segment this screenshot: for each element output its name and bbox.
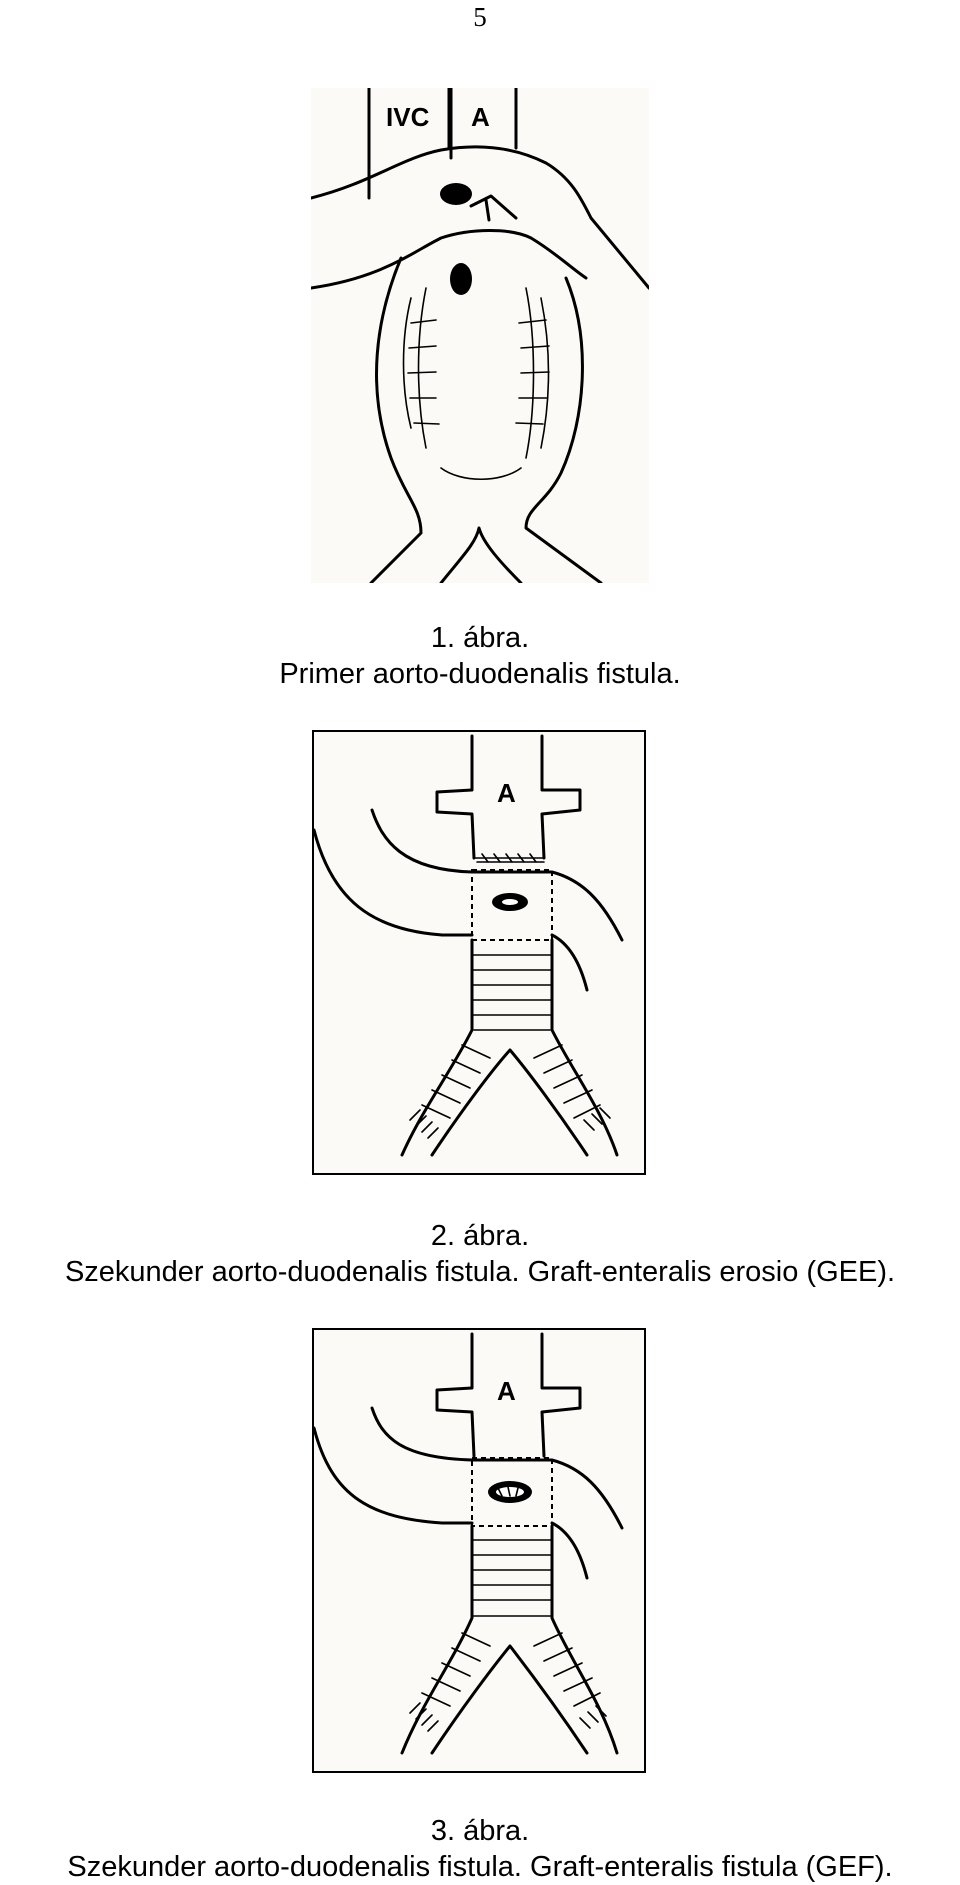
figure-2-caption-number: 2. ábra. <box>430 1220 530 1252</box>
figure-1-caption-text: Primer aorto-duodenalis fistula. <box>279 658 681 690</box>
figure-2-illustration <box>312 730 646 1175</box>
figure-1-caption-number: 1. ábra. <box>430 622 530 654</box>
aorta-label: A <box>471 102 490 132</box>
figure-3-caption-number: 3. ábra. <box>430 1815 530 1847</box>
page-number: 5 <box>473 2 487 32</box>
aorta-label: A <box>497 778 516 808</box>
figure-3-illustration <box>312 1328 646 1773</box>
ivc-label: IVC <box>386 102 430 132</box>
figure-3-caption-text: Szekunder aorto-duodenalis fistula. Graft-enteralis fistula (GEF). <box>67 1851 893 1883</box>
figure-1-illustration <box>311 88 649 583</box>
aorta-label: A <box>497 1376 516 1406</box>
figure-2-caption-text: Szekunder aorto-duodenalis fistula. Graft-enteralis erosio (GEE). <box>64 1256 896 1288</box>
